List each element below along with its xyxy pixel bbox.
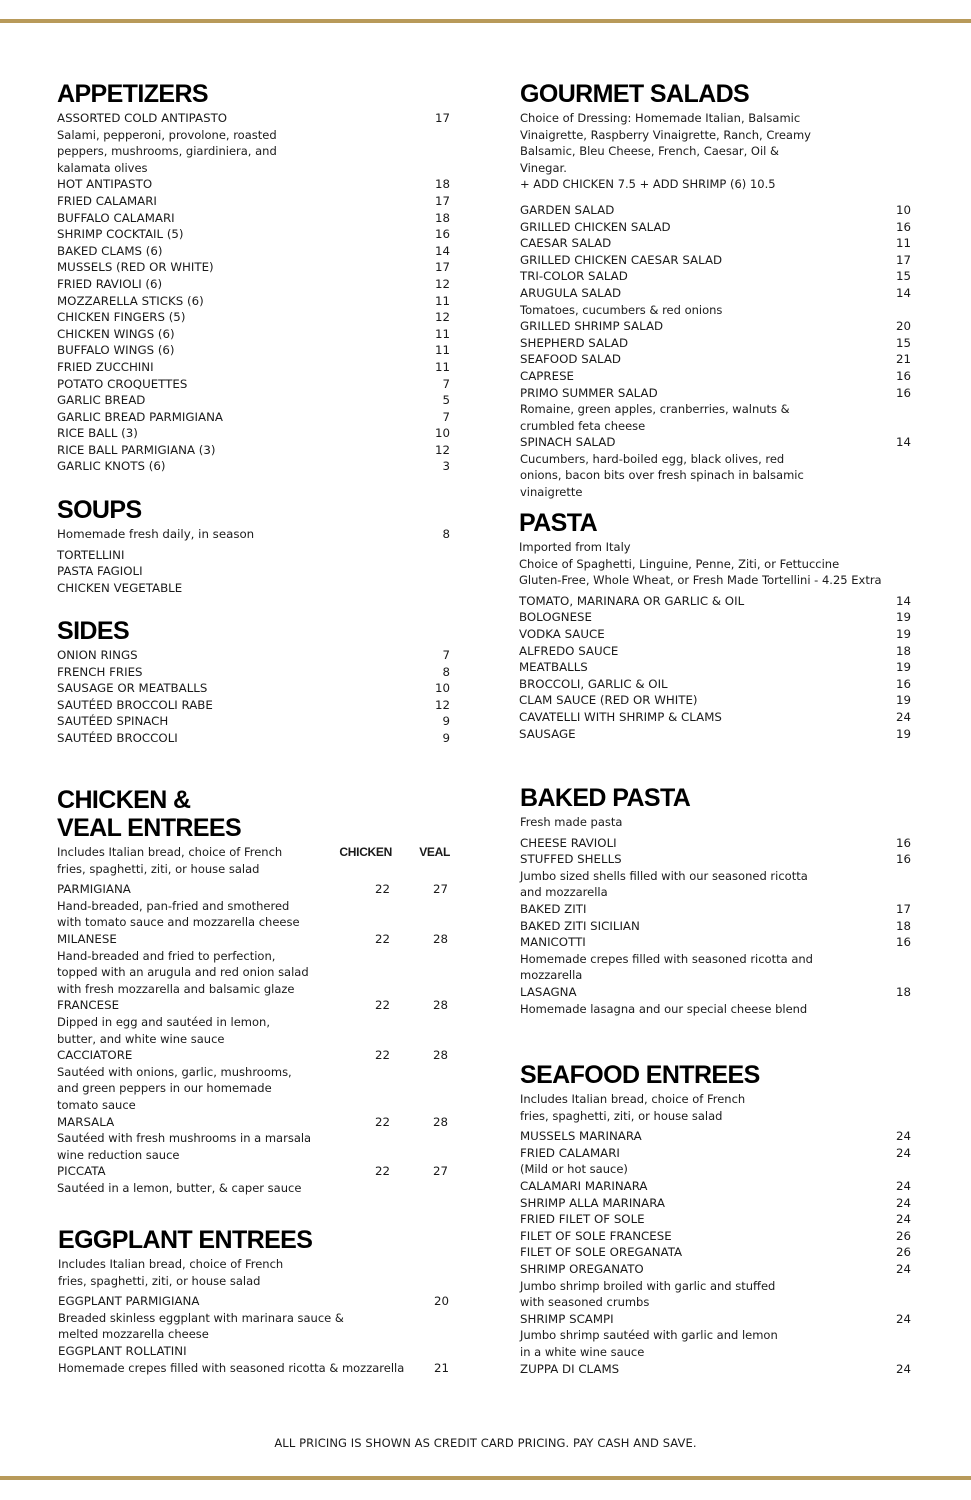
seafood-title: SEAFOOD ENTREES: [520, 1061, 760, 1089]
menu-item-name: FILET OF SOLE FRANCESE: [520, 1228, 672, 1243]
menu-item: [57, 342, 450, 359]
menu-item-price: 11: [434, 343, 450, 358]
menu-item: [520, 268, 911, 285]
seafood-section: [520, 1061, 911, 1377]
pasta-desc-imported: Imported from Italy: [519, 540, 631, 554]
menu-item: [57, 458, 450, 475]
menu-item-price: 9: [442, 714, 450, 729]
menu-item: [520, 901, 911, 918]
menu-item: [57, 243, 450, 260]
chicken-price: 22: [374, 1164, 390, 1179]
salads-dressing-desc: Choice of Dressing: Homemade Italian, Balsamic Vinaigrette, Raspberry Vinaigrette, Ranch, Creamy Balsamic, Bleu Cheese, French, Caesar, Oil & Vinegar.: [520, 111, 811, 175]
veal-price: 28: [432, 998, 448, 1013]
menu-item-name: TOMATO, MARINARA OR GARLIC & OIL: [519, 593, 745, 608]
menu-item-price: 21: [895, 352, 911, 367]
veal-price: 28: [432, 931, 448, 946]
soups-list: [57, 547, 450, 597]
menu-item: [520, 1178, 911, 1195]
menu-item-price: 19: [895, 660, 911, 675]
chicken-veal-list: [57, 881, 450, 1196]
menu-item-name: GRILLED CHICKEN SALAD: [520, 219, 671, 234]
menu-item-description: Hand-breaded and fried to perfection, topped with an arugula and red onion salad with fresh mozzarella and balsamic glaze: [57, 948, 309, 996]
top-gold-rule: [0, 19, 971, 23]
menu-item-name: ZUPPA DI CLAMS: [520, 1361, 620, 1376]
menu-item: [519, 626, 911, 643]
menu-item: [57, 193, 450, 210]
menu-item-description: Dipped in egg and sautéed in lemon, butter, and white wine sauce: [57, 1014, 270, 1046]
menu-item: [57, 376, 450, 393]
menu-item-name: GARLIC KNOTS (6): [57, 459, 166, 474]
soup-item-name: PASTA FAGIOLI: [57, 564, 143, 579]
menu-item: [520, 434, 911, 451]
menu-item-price: 19: [895, 726, 911, 741]
menu-item-description: Breaded skinless eggplant with marinara sauce & melted mozzarella cheese: [58, 1310, 344, 1342]
chicken-veal-item: [57, 1163, 450, 1180]
menu-item-name: CHEESE RAVIOLI: [520, 835, 617, 850]
menu-item-price: 12: [434, 442, 450, 457]
menu-item-name: BROCCOLI, GARLIC & OIL: [519, 676, 668, 691]
soups-title: SOUPS: [57, 496, 142, 524]
menu-item-name: MARSALA: [57, 1114, 115, 1129]
sides-title: SIDES: [57, 617, 130, 645]
menu-item-name: SAUTÉED BROCCOLI RABE: [57, 697, 213, 712]
menu-item: [57, 110, 450, 127]
salads-section: [520, 80, 911, 501]
baked-pasta-desc: Fresh made pasta: [520, 815, 623, 829]
menu-item-price: 11: [434, 293, 450, 308]
chicken-veal-item: [57, 1047, 450, 1064]
veal-price: 27: [432, 1164, 448, 1179]
menu-item-price: 18: [434, 177, 450, 192]
menu-item: [57, 442, 450, 459]
pricing-footer-note: ALL PRICING IS SHOWN AS CREDIT CARD PRICING. PAY CASH AND SAVE.: [274, 1436, 697, 1450]
seafood-desc: Includes Italian bread, choice of French fries, spaghetti, ziti, or house salad: [520, 1092, 746, 1123]
menu-item-name: BUFFALO WINGS (6): [57, 343, 175, 358]
menu-item-name: CLAM SAUCE (RED OR WHITE): [519, 693, 698, 708]
menu-item: [520, 1145, 911, 1162]
menu-item-price: 12: [434, 276, 450, 291]
baked-pasta-title: BAKED PASTA: [520, 784, 691, 812]
menu-item-price: 10: [434, 426, 450, 441]
soups-subtitle-row: [57, 526, 450, 543]
menu-item-name: FILET OF SOLE OREGANATA: [520, 1245, 683, 1260]
sides-section: [57, 617, 450, 747]
menu-item: [520, 1195, 911, 1212]
appetizers-title: APPETIZERS: [57, 80, 208, 108]
menu-item-name: POTATO CROQUETTES: [57, 376, 188, 391]
menu-item-price: 16: [434, 227, 450, 242]
menu-item: [520, 851, 911, 868]
menu-item: [520, 1361, 911, 1378]
chicken-column-label: CHICKEN: [339, 845, 392, 859]
menu-item-name: PRIMO SUMMER SALAD: [520, 385, 658, 400]
menu-item-description: Jumbo shrimp broiled with garlic and stuffed with seasoned crumbs: [520, 1278, 776, 1310]
menu-item: [520, 1244, 911, 1261]
menu-item-name: MUSSELS (RED OR WHITE): [57, 260, 214, 275]
menu-item-price: 16: [895, 935, 911, 950]
menu-item-price: 17: [434, 193, 450, 208]
menu-item: [520, 219, 911, 236]
menu-item: [520, 235, 911, 252]
menu-item-name: TRI-COLOR SALAD: [520, 269, 628, 284]
menu-item-name: SAUSAGE: [519, 726, 576, 741]
menu-item-price: 18: [895, 643, 911, 658]
menu-item-description-row: [58, 1360, 449, 1377]
pasta-title: PASTA: [519, 509, 598, 537]
sides-list: [57, 647, 450, 747]
menu-item-name: EGGPLANT PARMIGIANA: [58, 1294, 200, 1309]
menu-item: [520, 934, 911, 951]
menu-item-price: 16: [895, 835, 911, 850]
menu-item-name: CHICKEN FINGERS (5): [57, 310, 186, 325]
menu-item-description: Jumbo shrimp sautéed with garlic and lemon in a white wine sauce: [520, 1328, 778, 1359]
menu-item-name: CAVATELLI WITH SHRIMP & CLAMS: [519, 709, 722, 724]
menu-item-price: 10: [895, 202, 911, 217]
menu-item-price: 21: [433, 1360, 449, 1375]
menu-item-name: MILANESE: [57, 931, 117, 946]
menu-item: [519, 709, 911, 726]
pasta-desc-extra: Gluten-Free, Whole Wheat, or Fresh Made Tortellini - 4.25 Extra: [519, 573, 882, 588]
salads-title: GOURMET SALADS: [520, 80, 750, 108]
eggplant-desc: Includes Italian bread, choice of French fries, spaghetti, ziti, or house salad: [58, 1257, 284, 1288]
veal-price: 27: [432, 882, 448, 897]
baked-pasta-section: [520, 784, 911, 1017]
menu-item: [57, 697, 450, 714]
menu-item-price: 11: [895, 236, 911, 251]
menu-item: [519, 609, 911, 626]
menu-item: [520, 318, 911, 335]
menu-item-name: SHEPHERD SALAD: [520, 335, 629, 350]
chicken-veal-item: [57, 881, 450, 898]
menu-item-name: HOT ANTIPASTO: [57, 177, 153, 192]
menu-item-name: GRILLED SHRIMP SALAD: [520, 319, 664, 334]
soups-subtitle: Homemade fresh daily, in season: [57, 527, 255, 541]
chicken-veal-item: [57, 997, 450, 1014]
soups-price: 8: [442, 527, 450, 541]
chicken-veal-section: [57, 786, 450, 1196]
menu-item-price: 7: [442, 409, 450, 424]
menu-item-name: ARUGULA SALAD: [520, 285, 622, 300]
menu-item-name: BAKED ZITI: [520, 901, 587, 916]
menu-item: [520, 335, 911, 352]
menu-item-description: Sautéed with fresh mushrooms in a marsala wine reduction sauce: [57, 1131, 312, 1162]
menu-item-price: 19: [895, 626, 911, 641]
menu-item-price: 24: [895, 1195, 911, 1210]
menu-item-name: FRIED RAVIOLI (6): [57, 276, 163, 291]
soup-item-name: CHICKEN VEGETABLE: [57, 580, 183, 595]
chicken-price: 22: [374, 998, 390, 1013]
menu-item: [57, 359, 450, 376]
menu-item-name: SHRIMP COCKTAIL (5): [57, 227, 184, 242]
menu-item-name: GARLIC BREAD PARMIGIANA: [57, 409, 223, 424]
chicken-price: 22: [374, 882, 390, 897]
menu-item: [519, 692, 911, 709]
soup-item: [57, 580, 450, 597]
menu-item-name: SPINACH SALAD: [520, 435, 616, 450]
pasta-desc-choice: Choice of Spaghetti, Linguine, Penne, Ziti, or Fettuccine: [519, 556, 840, 571]
menu-item-price: 10: [434, 681, 450, 696]
menu-item: [520, 252, 911, 269]
chicken-veal-item: [57, 1114, 450, 1131]
menu-item-name: SAUSAGE OR MEATBALLS: [57, 681, 208, 696]
menu-item-name: SHRIMP SCAMPI: [520, 1311, 614, 1326]
menu-item-name: MEATBALLS: [519, 660, 588, 675]
menu-item-price: 24: [895, 1212, 911, 1227]
menu-item-price: 12: [434, 310, 450, 325]
menu-item-name: GARDEN SALAD: [520, 202, 615, 217]
menu-item: [519, 643, 911, 660]
menu-item-name: BAKED ZITI SICILIAN: [520, 918, 640, 933]
menu-item-price: 24: [895, 709, 911, 724]
menu-item-name: BUFFALO CALAMARI: [57, 210, 175, 225]
menu-item-price: 11: [434, 359, 450, 374]
soup-item: [57, 547, 450, 564]
menu-item: [519, 593, 911, 610]
menu-item-description: Homemade lasagna and our special cheese blend: [520, 1001, 808, 1016]
menu-item: [519, 659, 911, 676]
menu-item-description: Sautéed with onions, garlic, mushrooms, and green peppers in our homemade tomato sauce: [57, 1064, 292, 1112]
menu-item-name: ALFREDO SAUCE: [519, 643, 619, 658]
chicken-veal-desc: Includes Italian bread, choice of French fries, spaghetti, ziti, or house salad: [57, 845, 283, 876]
menu-item: [519, 726, 911, 743]
menu-item-price: 14: [895, 285, 911, 300]
menu-item-name: ONION RINGS: [57, 648, 138, 662]
baked-pasta-list: [520, 835, 911, 1018]
menu-item-name: CALAMARI MARINARA: [520, 1178, 648, 1193]
menu-item-name: CAESAR SALAD: [520, 236, 612, 251]
menu-item-price: 14: [434, 243, 450, 258]
menu-item-name: CACCIATORE: [57, 1048, 133, 1063]
menu-item: [58, 1293, 449, 1310]
menu-item-price: 19: [895, 610, 911, 625]
menu-item: [57, 409, 450, 426]
menu-item: [57, 309, 450, 326]
menu-item: [520, 368, 911, 385]
menu-item-price: 24: [895, 1311, 911, 1326]
menu-item-description: Jumbo sized shells filled with our seasoned ricotta and mozzarella: [520, 868, 808, 900]
menu-item-name: RICE BALL (3): [57, 426, 138, 441]
menu-item-description: (Mild or hot sauce): [520, 1162, 628, 1177]
chicken-veal-column-labels: [312, 844, 450, 861]
menu-item-price: 20: [433, 1294, 449, 1309]
appetizers-section: [57, 80, 450, 475]
pasta-section: [519, 509, 911, 742]
soup-item-name: TORTELLINI: [57, 547, 125, 562]
menu-item-name: CHICKEN WINGS (6): [57, 326, 175, 341]
menu-item-price: 7: [442, 376, 450, 391]
menu-item: [57, 425, 450, 442]
menu-item: [520, 1128, 911, 1145]
menu-item-price: 11: [434, 326, 450, 341]
menu-item: [520, 984, 911, 1001]
veal-column-label: VEAL: [419, 845, 450, 859]
menu-item-price: 24: [895, 1178, 911, 1193]
menu-item: [520, 202, 911, 219]
veal-price: 28: [432, 1114, 448, 1129]
menu-item-price: 17: [895, 252, 911, 267]
menu-item-description: Cucumbers, hard-boiled egg, black olives, red onions, bacon bits over fresh spinach in balsamic vinaigrette: [520, 451, 804, 500]
menu-item-description: Sautéed in a lemon, butter, & caper sauce: [57, 1180, 302, 1195]
menu-item-name: FRIED FILET OF SOLE: [520, 1212, 645, 1227]
menu-item: [57, 276, 450, 293]
menu-item: [520, 918, 911, 935]
menu-item-description: Homemade crepes filled with seasoned ricotta & mozzarella: [58, 1360, 405, 1375]
menu-item: [57, 210, 450, 227]
salads-addons: + ADD CHICKEN 7.5 + ADD SHRIMP (6) 10.5: [520, 177, 776, 192]
menu-item-price: 14: [895, 593, 911, 608]
menu-item-name: EGGPLANT ROLLATINI: [58, 1343, 187, 1358]
menu-item-price: 3: [442, 459, 450, 474]
eggplant-section: [58, 1226, 449, 1376]
menu-item: [520, 1261, 911, 1278]
menu-item-price: 15: [895, 335, 911, 350]
chicken-veal-title-line2: VEAL ENTREES: [57, 814, 242, 842]
menu-item: [58, 1343, 449, 1360]
menu-item: [57, 259, 450, 276]
menu-item-name: RICE BALL PARMIGIANA (3): [57, 442, 216, 457]
menu-item: [57, 730, 450, 747]
bottom-gold-rule: [0, 1476, 971, 1480]
menu-item: [520, 835, 911, 852]
soup-item: [57, 563, 450, 580]
menu-item-name: CAPRESE: [520, 368, 575, 383]
menu-item-price: 24: [895, 1129, 911, 1144]
pasta-list: [519, 593, 911, 742]
menu-item-name: PARMIGIANA: [57, 882, 131, 897]
eggplant-list: [58, 1293, 449, 1376]
menu-item-name: GARLIC BREAD: [57, 393, 146, 408]
menu-item-name: BAKED CLAMS (6): [57, 243, 163, 258]
appetizers-list: [57, 110, 450, 475]
menu-item-price: 18: [895, 984, 911, 999]
menu-item-name: PICCATA: [57, 1164, 106, 1179]
seafood-list: [520, 1128, 911, 1377]
menu-item-price: 8: [442, 664, 450, 679]
menu-item-name: SAUTÉED BROCCOLI: [57, 730, 178, 745]
menu-item-name: FRIED CALAMARI: [520, 1145, 620, 1160]
menu-item-price: 16: [895, 852, 911, 867]
chicken-price: 22: [374, 1114, 390, 1129]
menu-item-price: 14: [895, 435, 911, 450]
menu-item: [57, 664, 450, 681]
menu-item-name: FRANCESE: [57, 998, 120, 1013]
menu-item-name: LASAGNA: [520, 984, 577, 999]
menu-item-name: MUSSELS MARINARA: [520, 1129, 642, 1144]
menu-item-price: 19: [895, 693, 911, 708]
menu-item-description: Hand-breaded, pan-fried and smothered with tomato sauce and mozzarella cheese: [57, 898, 300, 930]
menu-item-price: 18: [895, 918, 911, 933]
menu-item-price: 16: [895, 385, 911, 400]
menu-item-price: 16: [895, 219, 911, 234]
chicken-veal-item: [57, 931, 450, 948]
menu-item-price: 17: [895, 901, 911, 916]
menu-item-price: 12: [434, 697, 450, 712]
soups-section: [57, 496, 450, 596]
menu-item-name: BOLOGNESE: [519, 610, 592, 625]
menu-item-price: 18: [434, 210, 450, 225]
menu-item-description: Salami, pepperoni, provolone, roasted peppers, mushrooms, giardiniera, and kalamata olives: [57, 127, 277, 175]
menu-item-price: 15: [895, 269, 911, 284]
menu-item-name: SHRIMP ALLA MARINARA: [520, 1195, 665, 1210]
chicken-price: 22: [374, 1048, 390, 1063]
menu-item-price: 16: [895, 676, 911, 691]
chicken-price: 22: [374, 931, 390, 946]
menu-item-name: GRILLED CHICKEN CAESAR SALAD: [520, 252, 723, 267]
menu-item-name: FRIED CALAMARI: [57, 193, 157, 208]
menu-item: [57, 293, 450, 310]
menu-item-price: 24: [895, 1261, 911, 1276]
menu-item-name: MANICOTTI: [520, 935, 586, 950]
eggplant-title: EGGPLANT ENTREES: [58, 1226, 313, 1254]
menu-item: [520, 285, 911, 302]
menu-item: [57, 680, 450, 697]
menu-item-description: Romaine, green apples, cranberries, walnuts & crumbled feta cheese: [520, 402, 790, 433]
menu-item-name: VODKA SAUCE: [519, 626, 605, 641]
menu-item-price: 17: [434, 260, 450, 275]
menu-item: [57, 713, 450, 730]
menu-item: [520, 1228, 911, 1245]
menu-item-name: FRENCH FRIES: [57, 664, 143, 679]
menu-item: [519, 676, 911, 693]
menu-item-price: 20: [895, 319, 911, 334]
menu-item: [57, 176, 450, 193]
menu-item-name: ASSORTED COLD ANTIPASTO: [57, 111, 228, 125]
menu-item-price: 9: [442, 730, 450, 745]
veal-price: 28: [432, 1048, 448, 1063]
menu-item: [520, 385, 911, 402]
menu-item-price: 26: [895, 1228, 911, 1243]
menu-item-name: SAUTÉED SPINACH: [57, 714, 169, 729]
menu-item-name: SEAFOOD SALAD: [520, 352, 621, 367]
menu-item-name: SHRIMP OREGANATO: [520, 1261, 644, 1276]
menu-item-name: FRIED ZUCCHINI: [57, 359, 154, 374]
menu-item: [57, 326, 450, 343]
menu-item-price: 5: [442, 393, 450, 408]
menu-item: [520, 1211, 911, 1228]
menu-item-price: 24: [895, 1361, 911, 1376]
chicken-veal-header: [57, 844, 450, 877]
menu-item: [57, 647, 450, 664]
menu-item: [57, 392, 450, 409]
menu-item-name: STUFFED SHELLS: [520, 852, 622, 867]
menu-item-price: 26: [895, 1245, 911, 1260]
salads-list: [520, 202, 911, 501]
menu-item: [520, 351, 911, 368]
menu-item-price: 17: [434, 111, 450, 125]
menu-item-name: MOZZARELLA STICKS (6): [57, 293, 204, 308]
chicken-veal-title-line1: CHICKEN &: [57, 786, 191, 814]
menu-item-description: Tomatoes, cucumbers & red onions: [520, 302, 723, 317]
menu-item: [520, 1311, 911, 1328]
menu-item-description: Homemade crepes filled with seasoned ricotta and mozzarella: [520, 951, 813, 983]
menu-item-price: 16: [895, 368, 911, 383]
menu-item-price: 7: [442, 648, 450, 662]
menu-item: [57, 226, 450, 243]
menu-item-price: 24: [895, 1145, 911, 1160]
